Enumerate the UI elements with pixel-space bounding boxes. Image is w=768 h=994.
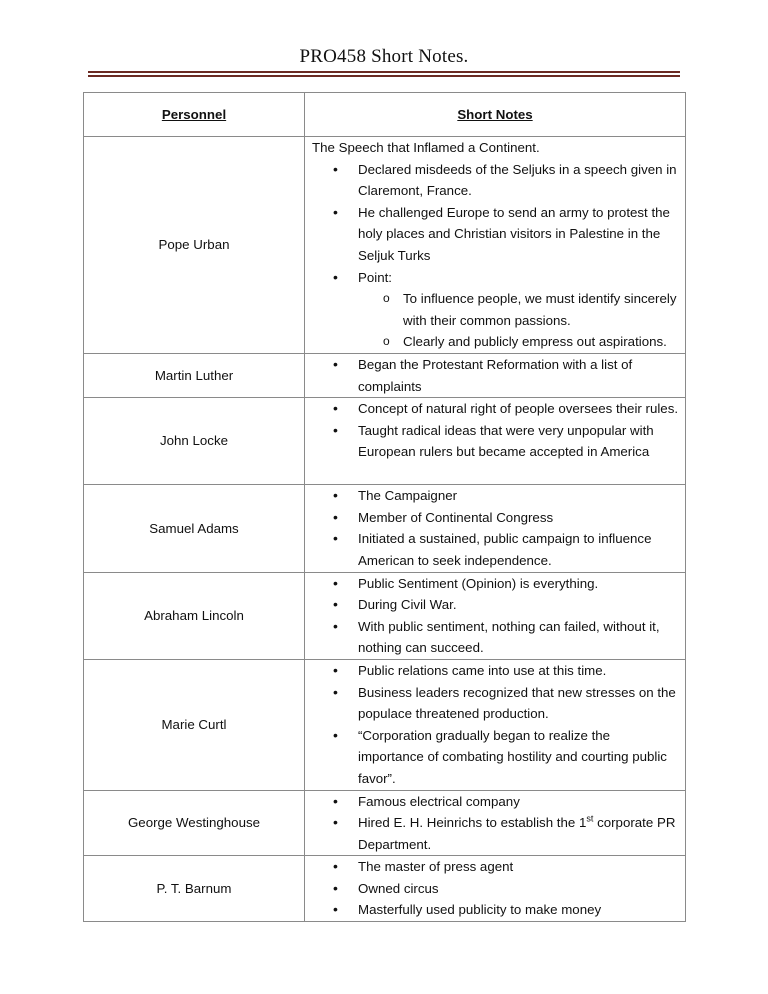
sub-list-item: o To influence people, we must identify sincerely with their common passions. xyxy=(358,288,679,331)
list-item xyxy=(312,812,679,855)
list-item-text: Hired E. H. Heinrichs to establish the 1 xyxy=(358,815,587,831)
bullet-list xyxy=(312,856,679,921)
table-row xyxy=(84,856,686,922)
personnel-name: Marie Curtl xyxy=(84,659,305,790)
list-item: • During Civil War. xyxy=(312,594,679,616)
list-item: • Famous electrical company xyxy=(312,791,679,813)
table-row xyxy=(84,572,686,659)
table-row xyxy=(84,354,686,398)
personnel-name: Martin Luther xyxy=(84,354,305,398)
title-rule-lower xyxy=(88,75,680,77)
bullet-list xyxy=(312,791,679,856)
personnel-name: P. T. Barnum xyxy=(84,856,305,922)
table-row xyxy=(84,137,686,354)
list-item: • Masterfully used publicity to make money xyxy=(312,899,679,921)
short-notes-cell xyxy=(305,572,686,659)
personnel-name: Abraham Lincoln xyxy=(84,572,305,659)
list-item: • The Campaigner xyxy=(312,485,679,507)
list-item: • With public sentiment, nothing can failed, without it, nothing can succeed. xyxy=(312,616,679,659)
sub-list-item: o Clearly and publicly empress out aspirations. xyxy=(358,331,679,353)
header-short-notes: Short Notes xyxy=(305,93,686,137)
bullet-list xyxy=(312,660,679,790)
personnel-name: Samuel Adams xyxy=(84,485,305,572)
list-item: • “Corporation gradually began to realize the importance of combating hostility and courting public favor”. xyxy=(312,725,679,790)
short-notes-cell xyxy=(305,398,686,485)
list-item: • Public Sentiment (Opinion) is everything. xyxy=(312,573,679,595)
short-notes-cell xyxy=(305,856,686,922)
short-notes-cell xyxy=(305,485,686,572)
short-notes-cell xyxy=(305,354,686,398)
list-item: • Public relations came into use at this time. xyxy=(312,660,679,682)
list-item: • Began the Protestant Reformation with a list of complaints xyxy=(312,354,679,397)
list-item: • He challenged Europe to send an army to protest the holy places and Christian visitors in Palestine in the Seljuk Turks xyxy=(312,202,679,267)
list-item: • Taught radical ideas that were very unpopular with European rulers but became accepted in America xyxy=(312,420,679,463)
personnel-name: Pope Urban xyxy=(84,137,305,354)
list-item: • The master of press agent xyxy=(312,856,679,878)
table-header-row xyxy=(84,93,686,137)
superscript-ordinal: st xyxy=(586,813,594,824)
list-item: • Declared misdeeds of the Seljuks in a speech given in Claremont, France. xyxy=(312,159,679,202)
list-item-text: corporate PR Department. xyxy=(358,815,676,852)
personnel-name: George Westinghouse xyxy=(84,790,305,856)
title-rule-upper xyxy=(88,71,680,73)
table-row xyxy=(84,485,686,572)
sub-bullet-list xyxy=(358,288,679,353)
table-row xyxy=(84,398,686,485)
bullet-list xyxy=(312,573,679,659)
bullet-list xyxy=(312,354,679,397)
table-row xyxy=(84,790,686,856)
bullet-list xyxy=(312,485,679,571)
list-item-text: Point: xyxy=(358,269,393,285)
list-item: • Member of Continental Congress xyxy=(312,507,679,529)
list-item: • Owned circus xyxy=(312,878,679,900)
table-row xyxy=(84,659,686,790)
bullet-list xyxy=(312,398,679,463)
bullet-list xyxy=(312,159,679,353)
list-item: • Business leaders recognized that new stresses on the populace threatened production. xyxy=(312,682,679,725)
document-title: PRO458 Short Notes. xyxy=(299,46,469,67)
list-item xyxy=(312,267,679,353)
list-item: • Concept of natural right of people oversees their rules. xyxy=(312,398,679,420)
notes-intro: The Speech that Inflamed a Continent. xyxy=(312,140,540,155)
personnel-name: John Locke xyxy=(84,398,305,485)
short-notes-table xyxy=(83,92,686,922)
short-notes-cell xyxy=(305,137,686,354)
header-personnel: Personnel xyxy=(84,93,305,137)
list-item: • Initiated a sustained, public campaign to influence American to seek independence. xyxy=(312,528,679,571)
short-notes-cell xyxy=(305,659,686,790)
short-notes-cell xyxy=(305,790,686,856)
